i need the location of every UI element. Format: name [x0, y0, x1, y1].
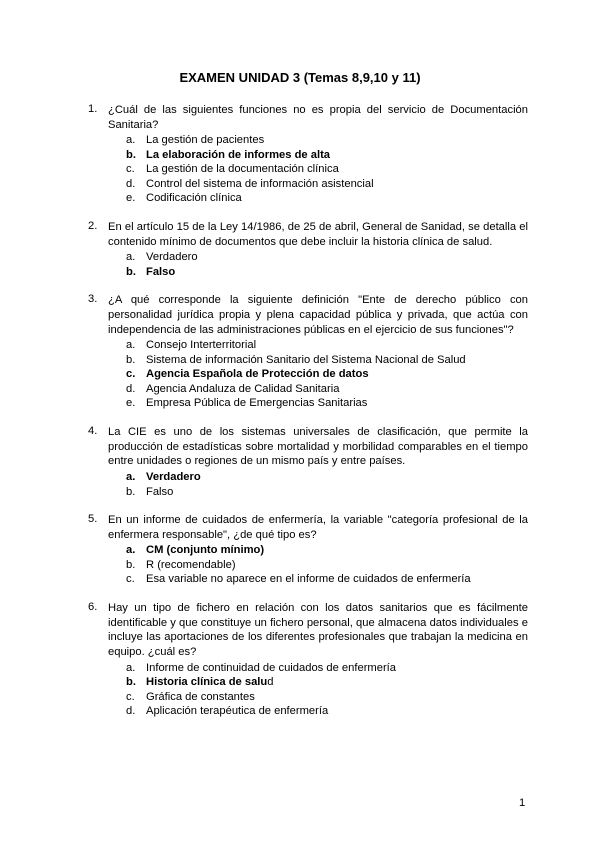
question-number: 4.	[88, 424, 98, 437]
option-text: Historia clínica de salu	[146, 676, 268, 689]
option-text: Gráfica de constantes	[146, 690, 255, 703]
option-text: Aplicación terapéutica de enfermería	[146, 705, 329, 718]
answer-option	[126, 704, 528, 719]
option-letter: d.	[126, 705, 136, 718]
option-text: Empresa Pública de Emergencias Sanitarias	[146, 397, 368, 410]
answer-option	[126, 572, 528, 587]
answer-option	[126, 353, 528, 368]
option-letter: c.	[126, 368, 136, 381]
option-letter: e.	[126, 192, 136, 205]
exam-title: EXAMEN UNIDAD 3 (Temas 8,9,10 y 11)	[179, 70, 421, 85]
option-letter: d.	[126, 382, 136, 395]
question-number: 6.	[88, 600, 98, 613]
question-6	[88, 601, 528, 719]
option-text: La gestión de pacientes	[146, 134, 265, 147]
question-text: ¿Cuál de las siguientes funciones no es propia del servicio de Documentación Sanitaria?	[108, 104, 528, 131]
answer-option	[126, 382, 528, 397]
answer-option-correct	[126, 265, 528, 280]
option-letter: a.	[126, 471, 136, 484]
answer-option	[126, 690, 528, 705]
question-2	[88, 220, 528, 279]
option-text: CM (conjunto mínimo)	[146, 544, 265, 557]
answer-option	[126, 338, 528, 353]
option-letter: b.	[126, 148, 136, 161]
question-list	[88, 103, 528, 733]
question-number: 2.	[88, 219, 98, 232]
answer-option	[126, 133, 528, 148]
answer-option	[126, 661, 528, 676]
question-number: 1.	[88, 103, 98, 115]
question-number: 3.	[88, 293, 98, 306]
answer-option-correct	[126, 543, 528, 558]
option-list	[126, 338, 528, 411]
answer-option-correct	[126, 367, 528, 382]
answer-option-correct	[126, 148, 528, 163]
option-letter: c.	[126, 690, 135, 703]
option-list	[126, 661, 528, 719]
option-text: Agencia Española de Protección de datos	[146, 368, 369, 381]
answer-option	[126, 177, 528, 192]
option-text: La elaboración de informes de alta	[146, 148, 331, 161]
option-text-tail: d	[267, 676, 274, 689]
question-text: ¿A qué corresponde la siguiente definición "Ente de derecho público con personalidad jurídica propia y plena capacidad pública y privada, que actúa con independencia de las administraciones públicas en el ejercicio de sus funciones"?	[108, 294, 528, 336]
answer-option	[126, 396, 528, 411]
answer-option	[126, 558, 528, 573]
option-text: Consejo Interterritorial	[146, 339, 257, 352]
question-4	[88, 425, 528, 499]
option-letter: b.	[126, 265, 136, 278]
option-letter: c.	[126, 163, 135, 176]
option-letter: a.	[126, 251, 136, 264]
option-letter: e.	[126, 397, 136, 410]
option-letter: c.	[126, 573, 135, 586]
option-letter: a.	[126, 339, 136, 352]
option-text: Esa variable no aparece en el informe de cuidados de enfermería	[146, 573, 471, 586]
option-letter: b.	[126, 353, 136, 366]
answer-option	[126, 250, 528, 265]
option-letter: d.	[126, 177, 136, 190]
page-number: 1	[519, 797, 526, 809]
option-letter: b.	[126, 485, 136, 498]
option-list	[126, 543, 528, 587]
option-letter: a.	[126, 134, 136, 147]
answer-option	[126, 485, 528, 500]
question-3	[88, 293, 528, 411]
question-text: En el artículo 15 de la Ley 14/1986, de 25 de abril, General de Sanidad, se detalla el contenido mínimo de documentos que debe incluir la historia clínica de salud.	[108, 220, 528, 248]
answer-option-correct	[126, 675, 528, 690]
option-letter: b.	[126, 558, 136, 571]
question-text: En un informe de cuidados de enfermería, la variable "categoría profesional de la enfermera responsable", ¿de qué tipo es?	[108, 514, 528, 541]
answer-option	[126, 191, 528, 206]
answer-option	[126, 162, 528, 177]
option-text: Falso	[146, 485, 174, 498]
option-list	[126, 133, 528, 206]
option-list	[126, 470, 528, 499]
option-text: Verdadero	[146, 251, 198, 264]
question-1	[88, 103, 528, 206]
question-text: La CIE es uno de los sistemas universales de clasificación, que permite la producción de estadísticas sobre mortalidad y morbilidad comparables en el tiempo entre unidades o regiones de un mismo país y entre países.	[108, 425, 528, 468]
option-text: Control del sistema de información asistencial	[146, 177, 374, 190]
option-text: Sistema de información Sanitario del Sistema Nacional de Salud	[146, 353, 466, 366]
answer-option-correct	[126, 470, 528, 485]
option-letter: a.	[126, 544, 136, 557]
option-list	[126, 250, 528, 279]
option-letter: a.	[126, 661, 136, 674]
option-text: Agencia Andaluza de Calidad Sanitaria	[146, 382, 340, 395]
option-letter: b.	[126, 676, 136, 689]
option-text: Codificación clínica	[146, 192, 242, 205]
option-text: R (recomendable)	[146, 558, 236, 571]
question-number: 5.	[88, 513, 98, 526]
option-text: La gestión de la documentación clínica	[146, 163, 339, 176]
question-text: Hay un tipo de fichero en relación con los datos sanitarios que es fácilmente identificable y que constituye un fichero personal, que almacena datos individuales e incluye las aportaciones de los diferentes profesionales que trabajan la medicina en equipo. ¿cuál es?	[108, 601, 528, 659]
option-text: Falso	[146, 265, 176, 278]
question-5	[88, 513, 528, 587]
option-text: Informe de continuidad de cuidados de enfermería	[146, 661, 397, 674]
option-text: Verdadero	[146, 471, 201, 484]
